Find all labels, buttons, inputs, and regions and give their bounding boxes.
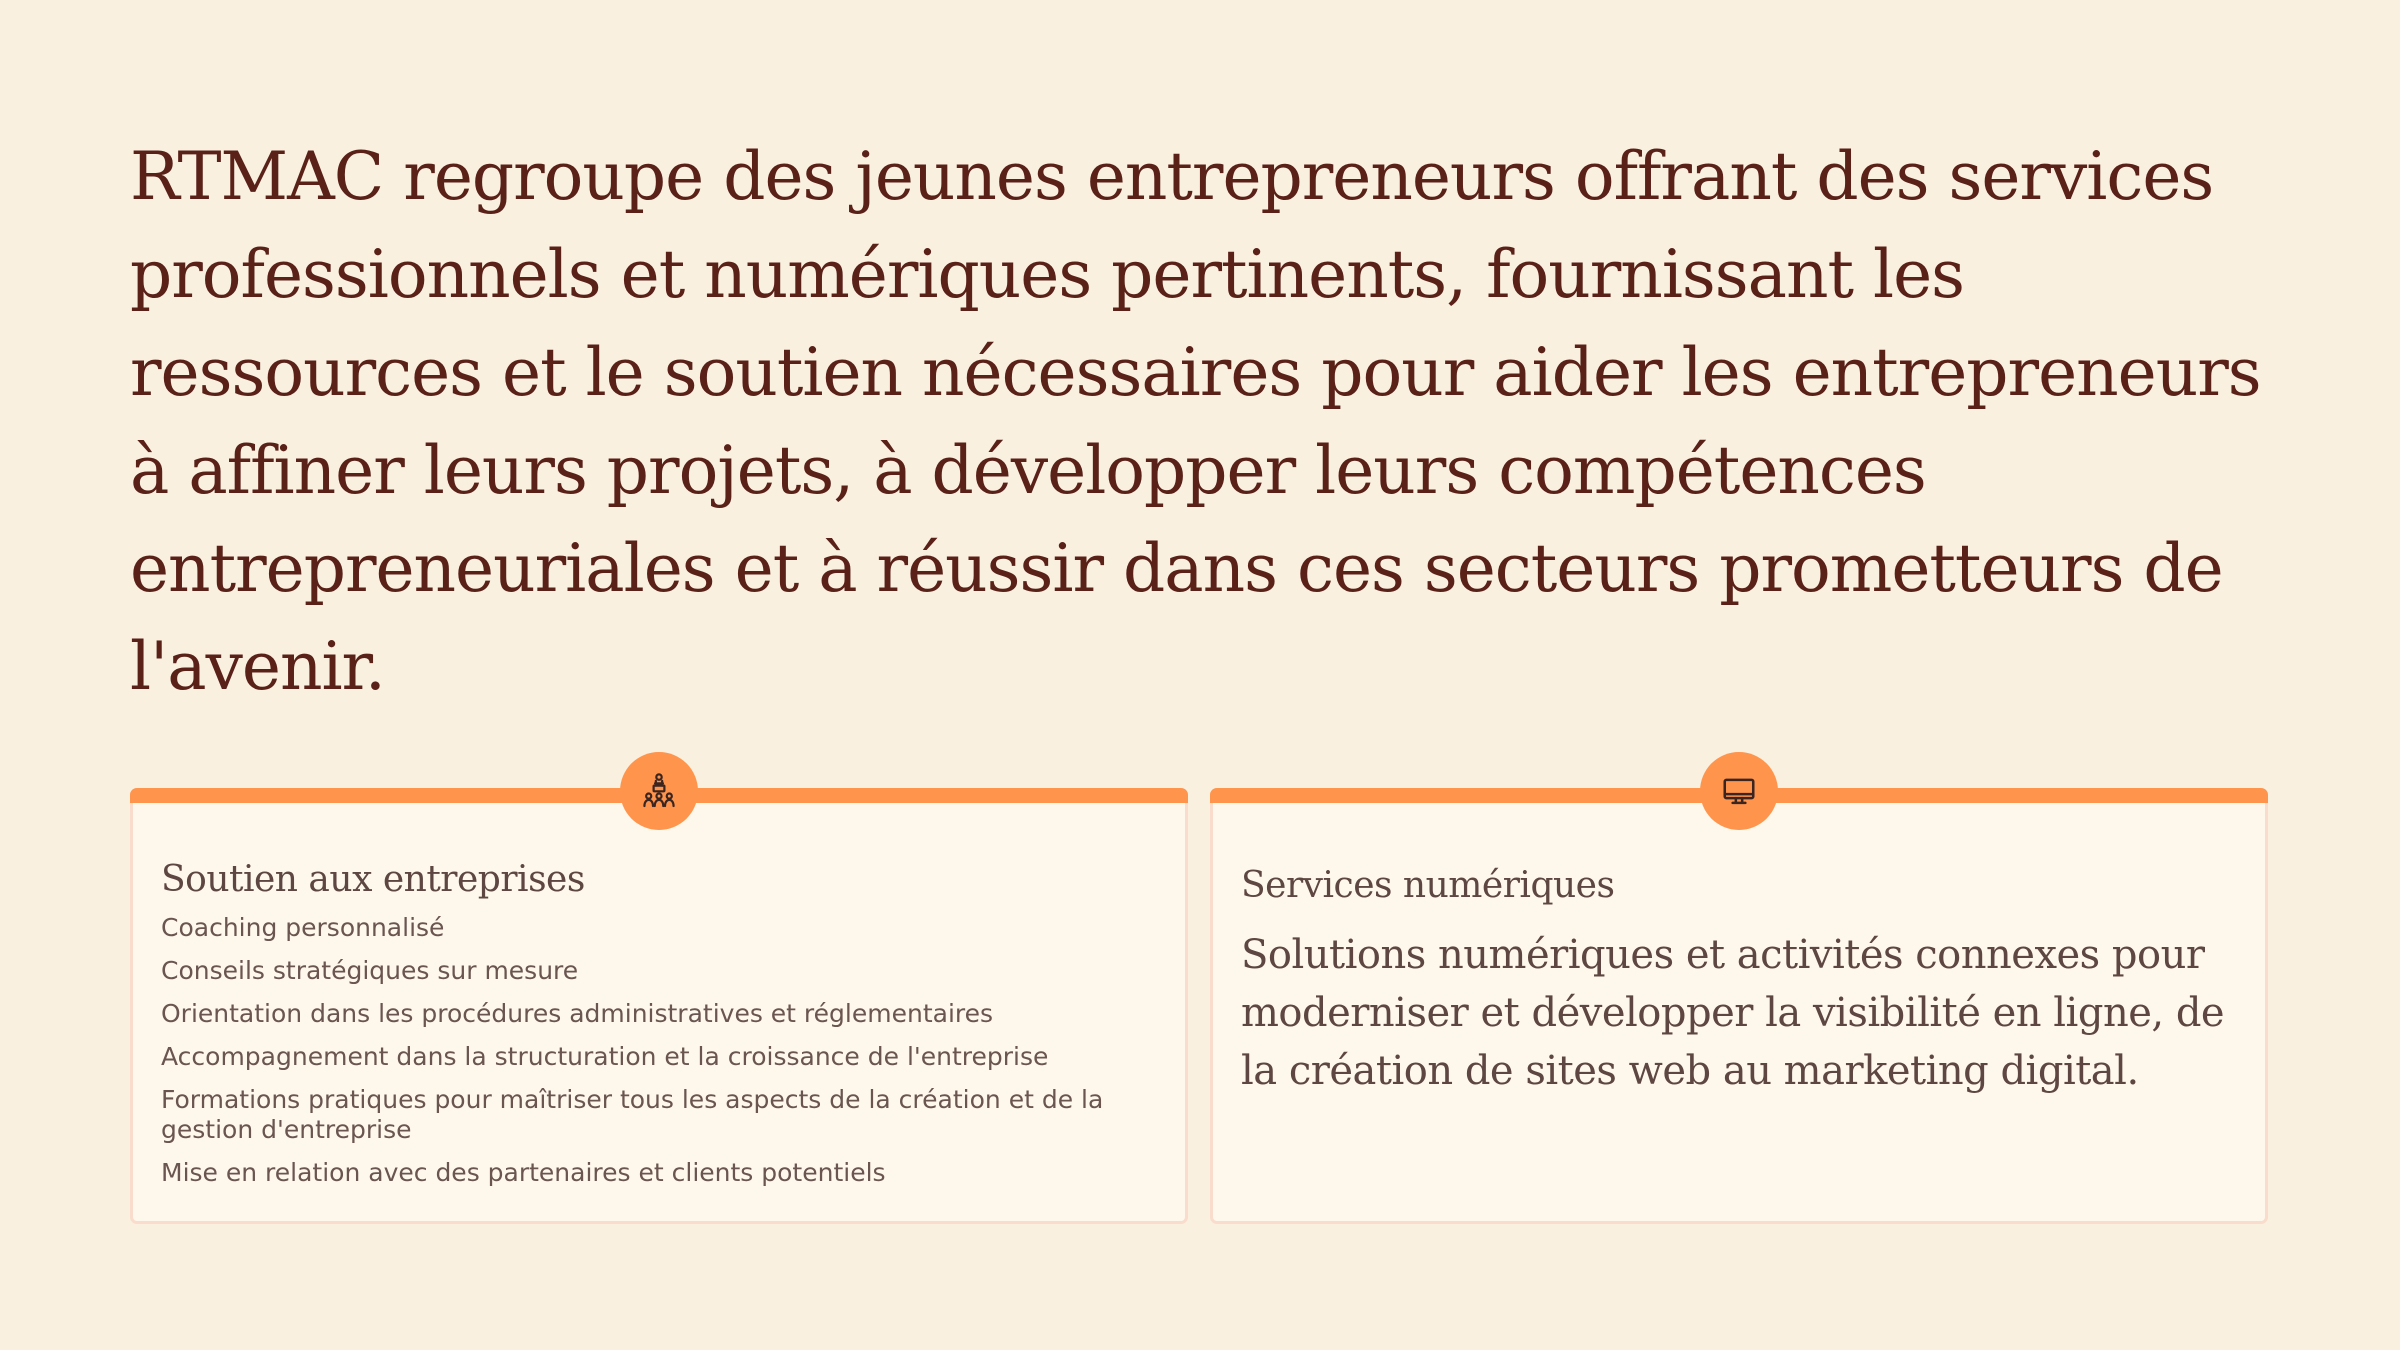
list-item: Accompagnement dans la structuration et la croissance de l'entreprise — [161, 1042, 1049, 1071]
business-support-card — [130, 788, 1188, 1224]
list-item: Coaching personnalisé — [161, 913, 445, 942]
digital-services-card — [1210, 788, 2268, 1224]
monitor-icon — [1700, 752, 1778, 830]
card-title: Soutien aux entreprises — [161, 859, 585, 900]
card-title: Services numériques — [1241, 865, 1615, 906]
service-list — [161, 913, 1161, 1201]
intro-paragraph: RTMAC regroupe des jeunes entrepreneurs offrant des services professionnels et numériques pertinents, fournissant les ressources et le soutien nécessaires pour aider les entrepreneurs à affiner leurs projets, à développer leurs compétences entrepreneuriales et à réussir dans ces secteurs prometteurs de l'avenir. — [130, 138, 2261, 705]
people-presentation-icon — [620, 752, 698, 830]
list-item: Conseils stratégiques sur mesure — [161, 956, 579, 985]
list-item: Formations pratiques pour maîtriser tous les aspects de la création et de la gestion d'entreprise — [161, 1085, 1104, 1144]
card-description: Solutions numériques et activités connexes pour moderniser et développer la visibilité en ligne, de la création de sites web au marketing digital. — [1241, 932, 2225, 1094]
list-item: Orientation dans les procédures administratives et réglementaires — [161, 999, 994, 1028]
list-item: Mise en relation avec des partenaires et clients potentiels — [161, 1158, 886, 1187]
